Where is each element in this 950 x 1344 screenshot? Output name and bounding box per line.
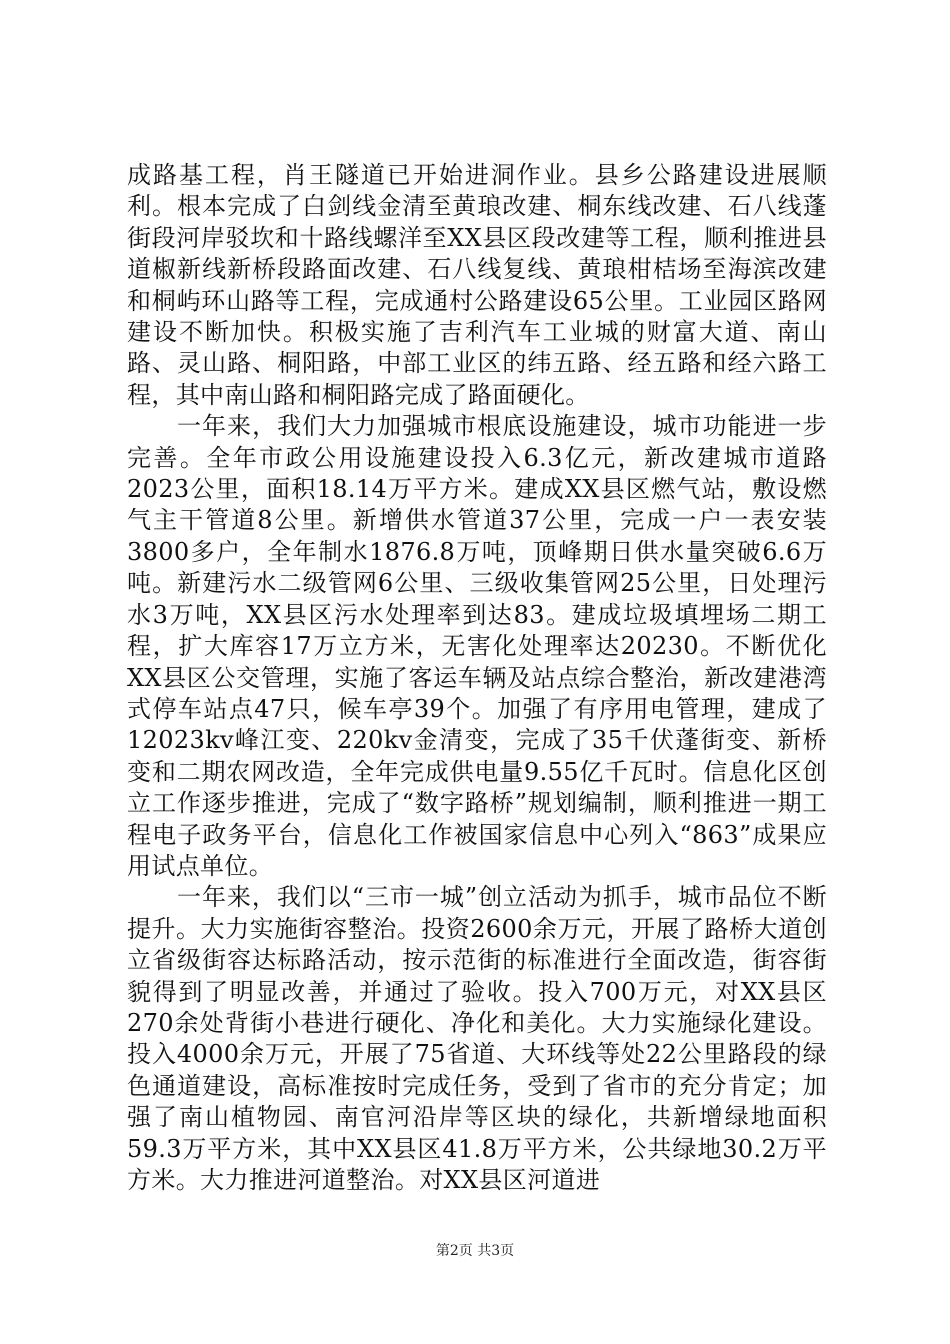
paragraph-2: 一年来，我们大力加强城市根底设施建设，城市功能进一步完善。全年市政公用设施建设投入6.3亿元，新改建城市道路2023公里，面积18.14万平方米。建成XX县区燃气站，敷设燃气主干管道8公里。新增供水管道37公里，完成一户一表安装3800多户，全年制水1876.8万吨，顶峰期日供水量突破6.6万吨。新建污水二级管网6公里、三级收集管网25公里，日处理污水3万吨，XX县区污水处理率到达83。建成垃圾填埋场二期工程，扩大库容17万立方米，无害化处理率达20230。不断优化XX县区公交管理，实施了客运车辆及站点综合整治，新改建港湾式停车站点47只，候车亭39个。加强了有序用电管理，建成了12023kv峰江变、220kv金清变，完成了35千伏蓬街变、新桥变和二期农网改造，全年完成供电量9.55亿千瓦时。信息化区创立工作逐步推进，完成了“数字路桥”规划编制，顺利推进一期工程电子政务平台，信息化工作被国家信息中心列入“863”成果应用试点单位。 <box>127 412 827 880</box>
paragraph-1: 成路基工程，肖王隧道已开始进洞作业。县乡公路建设进展顺利。根本完成了白剑线金清至黄琅改建、桐东线改建、石八线蓬街段河岸驳坎和十路线螺洋至XX县区段改建等工程，顺利推进县道椒新线新桥段路面改建、石八线复线、黄琅柑桔场至海滨改建和桐屿环山路等工程，完成通村公路建设65公里。工业园区路网建设不断加快。积极实施了吉利汽车工业城的财富大道、南山路、灵山路、桐阳路，中部工业区的纬五路、经五路和经六路工程，其中南山路和桐阳路完成了路面硬化。 <box>127 161 827 409</box>
page-footer: 第2页 共3页 <box>435 1243 515 1259</box>
paragraph-3: 一年来，我们以“三市一城”创立活动为抓手，城市品位不断提升。大力实施街容整治。投资2600余万元，开展了路桥大道创立省级街容达标路活动，按示范街的标准进行全面改造，街容街貌得到了明显改善，并通过了验收。投入700万元，对XX县区270余处背街小巷进行硬化、净化和美化。大力实施绿化建设。投入4000余万元，开展了75省道、大环线等处22公里路段的绿色通道建设，高标准按时完成任务，受到了省市的充分肯定；加强了南山植物园、南官河沿岸等区块的绿化，共新增绿地面积59.3万平方米，其中XX县区41.8万平方米，公共绿地30.2万平方米。大力推进河道整治。对XX县区河道进 <box>127 883 827 1194</box>
document-body <box>127 160 827 1196</box>
